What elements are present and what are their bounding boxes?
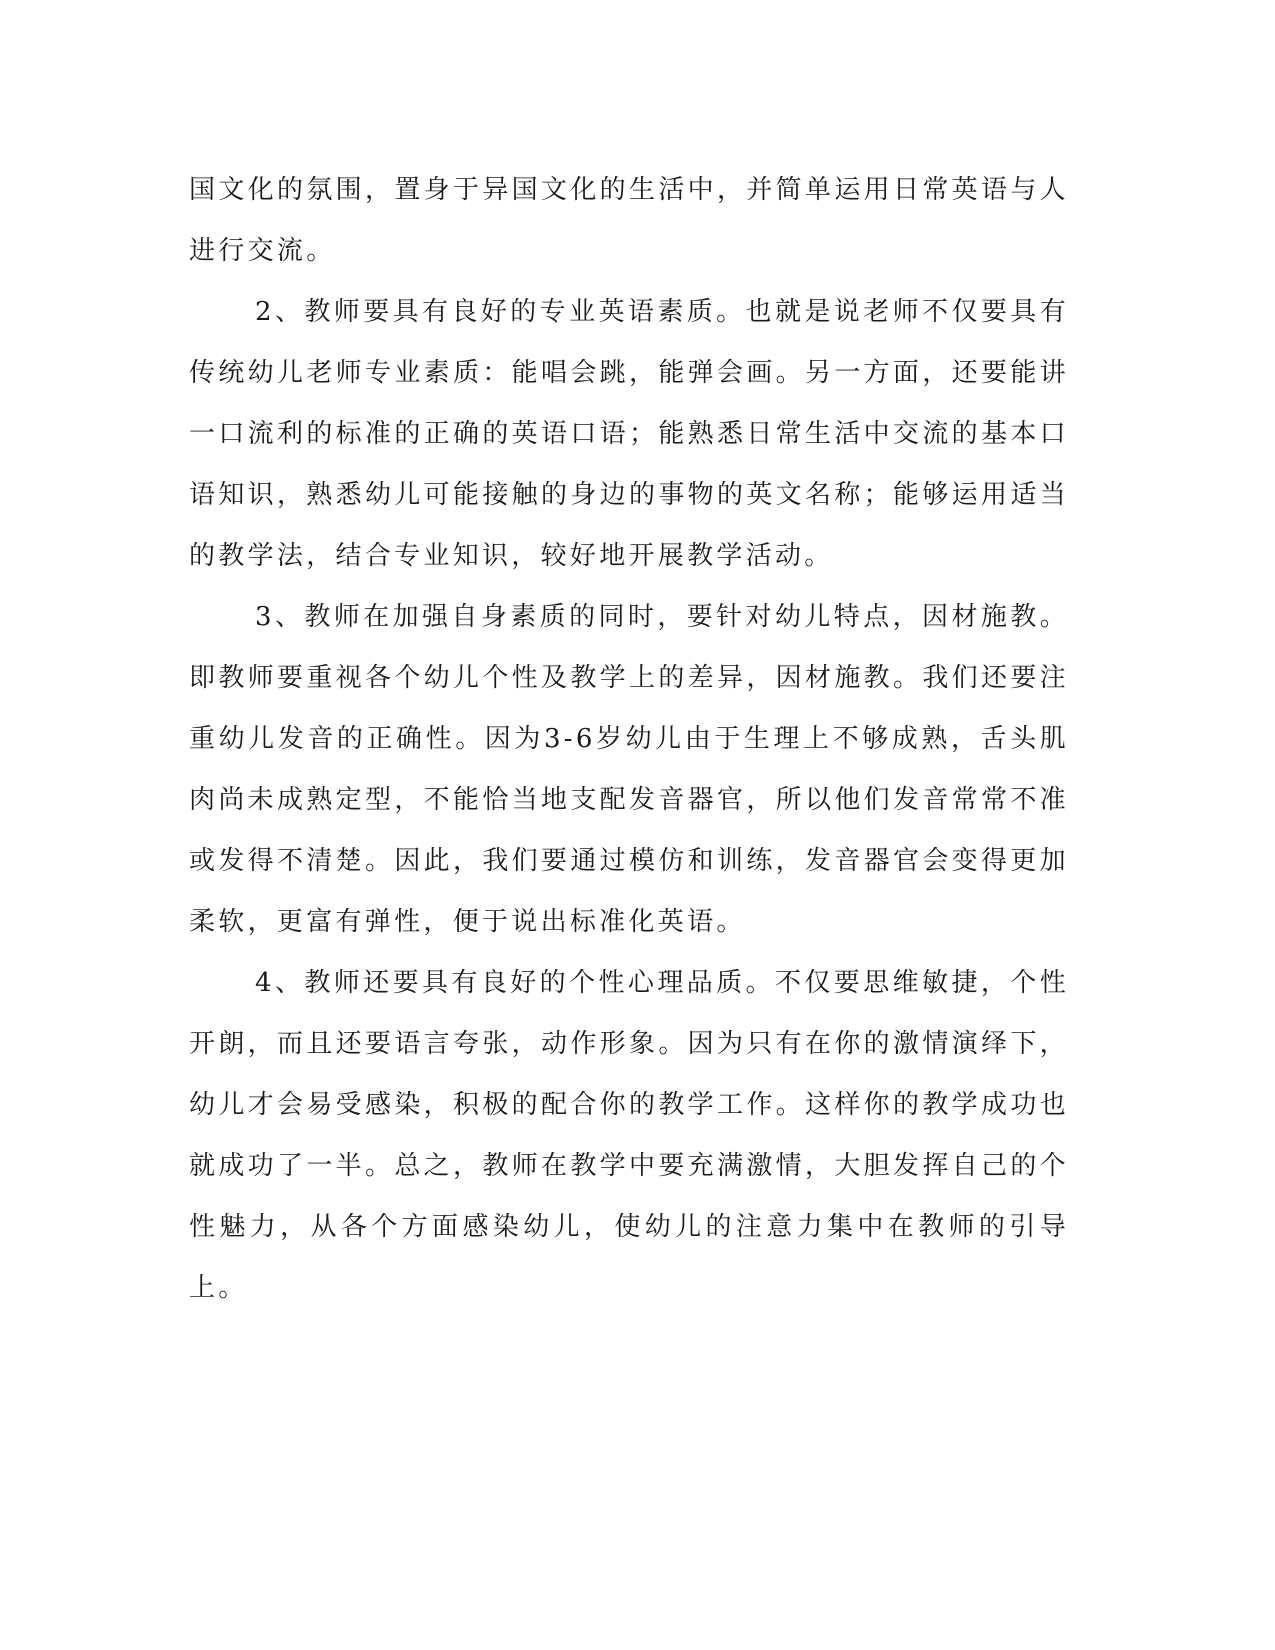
- paragraph-item-4: 4、教师还要具有良好的个性心理品质。不仅要思维敏捷，个性开朗，而且还要语言夸张，动作形象。因为只有在你的激情演绎下，幼儿才会易受感染，积极的配合你的教学工作。这样你的教学成功也就成功了一半。总之，教师在教学中要充满激情，大胆发挥自己的个性魅力，从各个方面感染幼儿，使幼儿的注意力集中在教师的引导上。: [189, 968, 1069, 1303]
- document-body: [189, 160, 1069, 1319]
- paragraph-continuation: 国文化的氛围，置身于异国文化的生活中，并简单运用日常英语与人进行交流。: [189, 175, 1069, 266]
- paragraph-item-2: 2、教师要具有良好的专业英语素质。也就是说老师不仅要具有传统幼儿老师专业素质：能唱会跳，能弹会画。另一方面，还要能讲一口流利的标准的正确的英语口语；能熟悉日常生活中交流的基本口语知识，熟悉幼儿可能接触的身边的事物的英文名称；能够运用适当的教学法，结合专业知识，较好地开展教学活动。: [189, 297, 1069, 571]
- paragraph-item-3: 3、教师在加强自身素质的同时，要针对幼儿特点，因材施教。即教师要重视各个幼儿个性及教学上的差异，因材施教。我们还要注重幼儿发音的正确性。因为3-6岁幼儿由于生理上不够成熟，舌头肌肉尚未成熟定型，不能恰当地支配发音器官，所以他们发音常常不准或发得不清楚。因此，我们要通过模仿和训练，发音器官会变得更加柔软，更富有弹性，便于说出标准化英语。: [189, 602, 1069, 937]
